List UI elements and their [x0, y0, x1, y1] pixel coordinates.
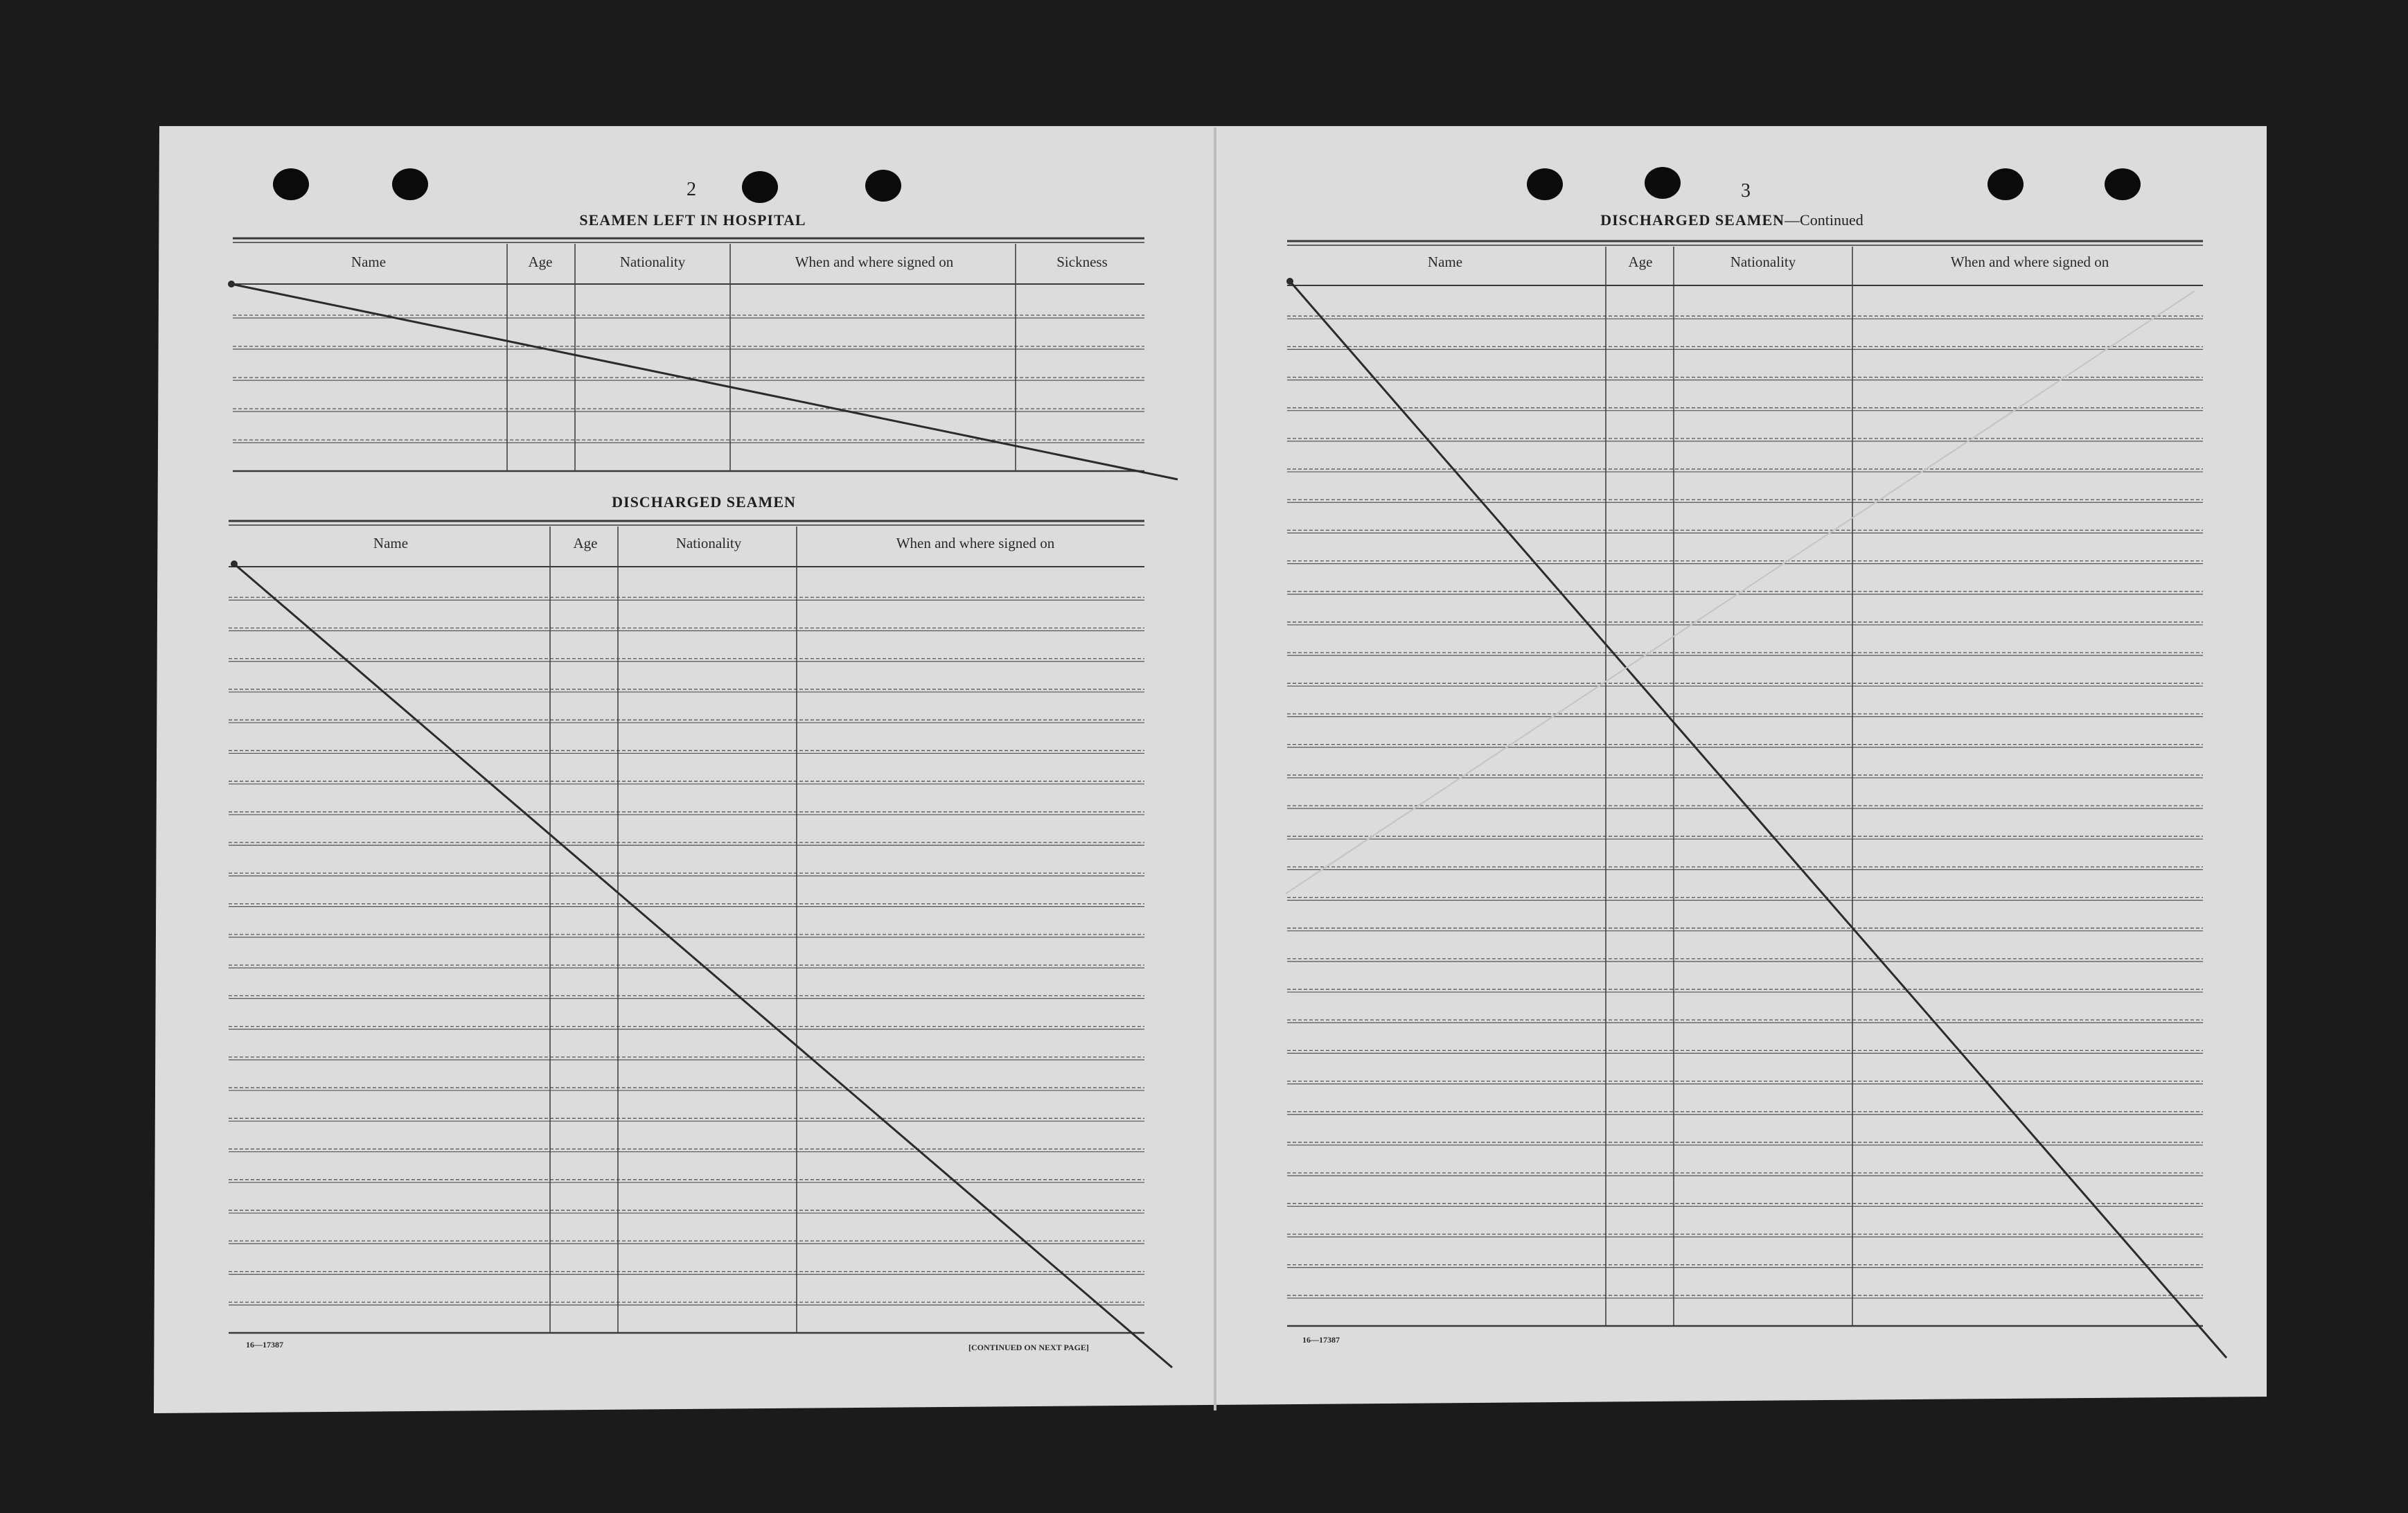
punch-hole: [2105, 168, 2141, 200]
page-number-left: 2: [687, 179, 696, 200]
punch-hole: [865, 170, 901, 202]
hospital-col-age: Age: [528, 254, 553, 270]
punch-hole: [392, 168, 428, 200]
punch-hole: [1988, 168, 2024, 200]
form-number-left: 16—17387: [246, 1340, 283, 1350]
cancellation-start-dot: [231, 560, 238, 567]
discharged-section-title: DISCHARGED SEAMEN: [612, 493, 796, 511]
continued-col-name: Name: [1427, 254, 1463, 270]
punch-hole: [273, 168, 309, 200]
punch-hole: [742, 171, 778, 203]
hospital-col-signed-on: When and where signed on: [795, 254, 954, 270]
punch-hole: [1645, 167, 1681, 199]
punch-hole: [1527, 168, 1563, 200]
discharged-col-age: Age: [573, 535, 598, 551]
cancellation-start-dot: [1286, 278, 1293, 285]
continued-title-suffix: —Continued: [1785, 211, 1863, 229]
page-number-right: 3: [1741, 180, 1751, 202]
hospital-col-sickness: Sickness: [1056, 254, 1108, 270]
discharged-col-name: Name: [373, 535, 409, 551]
continued-col-age: Age: [1628, 254, 1653, 270]
continued-title-main: DISCHARGED SEAMEN: [1600, 211, 1785, 229]
hospital-col-nationality: Nationality: [619, 254, 686, 270]
hospital-col-name: Name: [351, 254, 387, 270]
discharged-col-nationality: Nationality: [675, 535, 742, 551]
continued-note: [CONTINUED ON NEXT PAGE]: [968, 1343, 1089, 1352]
form-number-right: 16—17387: [1302, 1335, 1340, 1345]
hospital-section-title: SEAMEN LEFT IN HOSPITAL: [579, 211, 806, 229]
continued-section-title: [1600, 211, 1863, 229]
continued-col-signed-on: When and where signed on: [1950, 254, 2109, 270]
continued-col-nationality: Nationality: [1730, 254, 1796, 270]
cancellation-start-dot: [228, 281, 235, 287]
discharged-col-signed-on: When and where signed on: [896, 535, 1055, 551]
